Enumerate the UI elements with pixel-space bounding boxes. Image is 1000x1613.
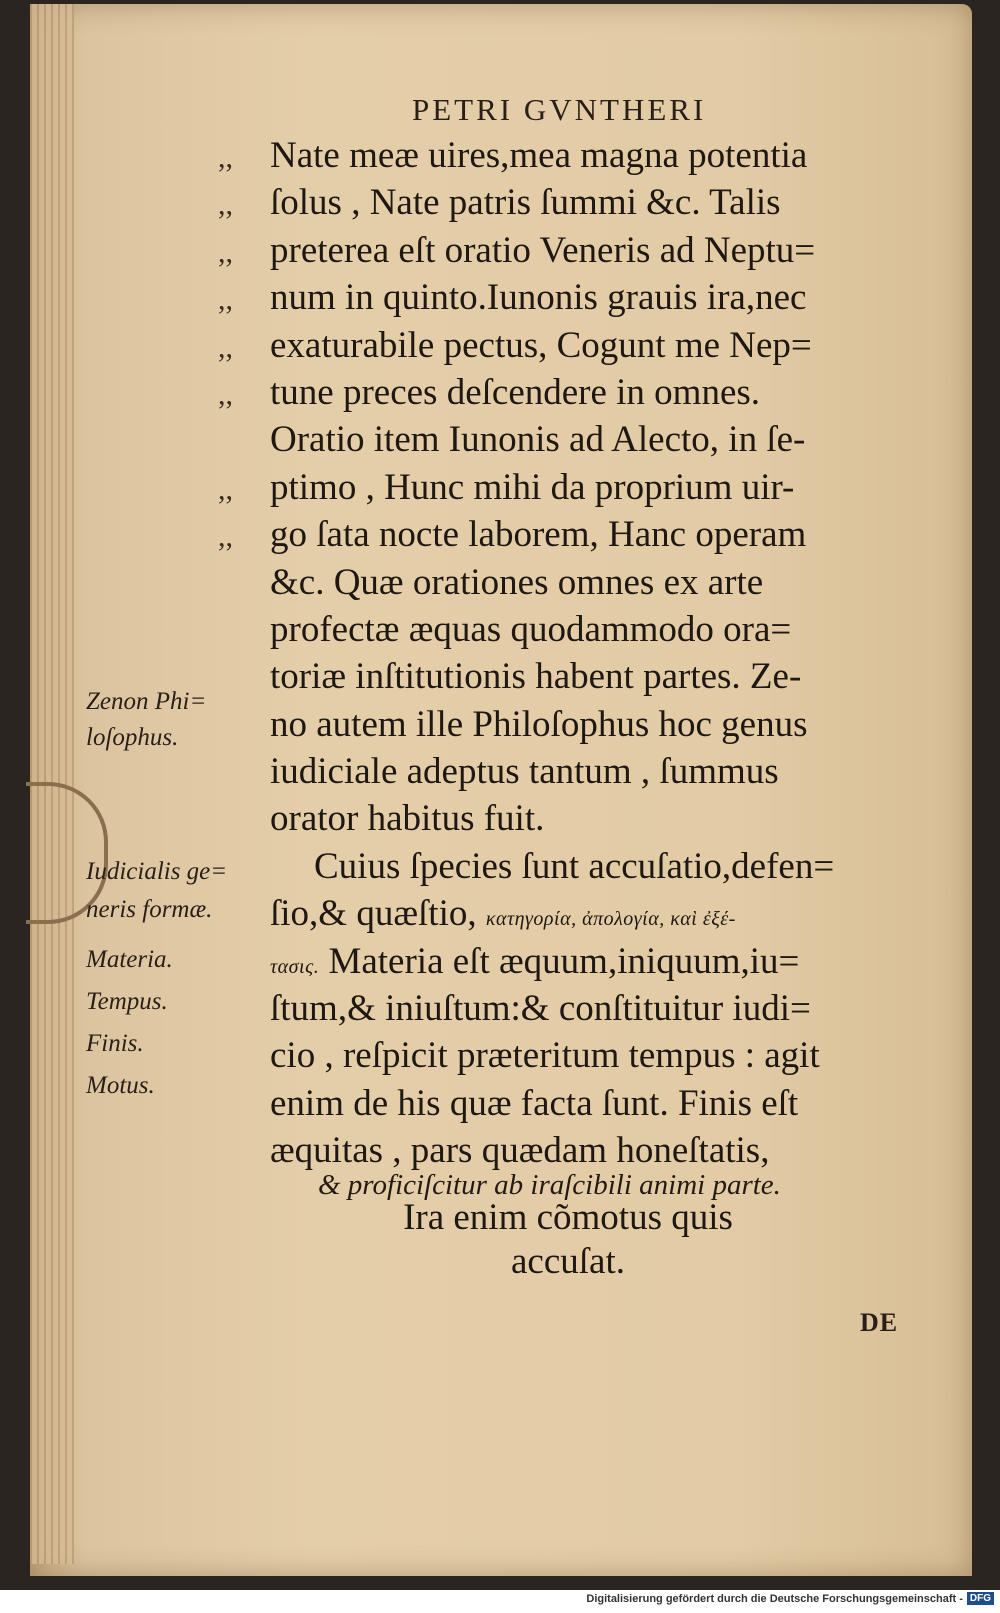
marginal-materia: Materia. [86,946,173,973]
greek-text: κατηγορία, ἀπολογία, καὶ ἐξέ- [485,908,736,931]
line-text: &c. Quæ orationes omnes ex arte [270,561,764,603]
catchword: DE [860,1308,899,1337]
closing-line-2: accuſat. [511,1241,625,1282]
quote-mark: ,, [218,235,233,269]
line-text: toriæ inſtitutionis habent partes. Ze- [270,656,802,698]
text-line [218,179,938,226]
quote-mark: ,, [218,472,233,506]
text-line [218,559,938,606]
text-line [218,322,938,369]
text-line [218,795,938,842]
marginal-tempus: Tempus. [86,988,168,1015]
text-line [218,890,938,937]
quote-mark: ,, [218,188,233,222]
line-text: ſolus , Nate patris ſummi &c. Talis [270,182,781,224]
text-line [218,1080,938,1127]
text-line [218,511,938,558]
quote-mark: ,, [218,330,233,364]
italic-line: & proficiſcitur ab iraſcibili animi parte. [318,1169,781,1201]
body-text [218,132,938,1175]
quote-mark: ,, [218,283,233,317]
line-text: ſio,& quæſtio, [270,893,477,935]
line-text: æquitas , pars quædam honeſtatis, [270,1130,770,1172]
marginal-iudicialis-1: Iudicialis ge= [86,858,228,885]
text-line [218,748,938,795]
text-line [218,938,938,985]
line-text: Materia eſt æquum,iniquum,iu= [328,940,800,982]
line-text: Oratio item Iunonis ad Alecto, in ſe- [270,419,806,461]
line-text: iudiciale adeptus tantum , ſummus [270,751,779,793]
text-line [218,606,938,653]
line-text: Nate meæ uires,mea magna potentia [270,135,808,176]
line-text: enim de his quæ facta ſunt. Finis eſt [270,1082,799,1124]
quote-mark: ,, [218,377,233,411]
closing-line-1: Ira enim cõmotus quis [403,1197,733,1238]
quote-mark: ,, [218,520,233,554]
line-text: profectæ æquas quodammodo ora= [270,608,792,650]
text-line [218,227,938,274]
marginal-finis: Finis. [86,1030,144,1057]
line-text: go ſata nocte laborem, Hanc operam [270,514,807,556]
marginal-zenon-1: Zenon Phi= [86,688,207,715]
quote-mark: ,, [218,141,233,174]
line-text: Cuius ſpecies ſunt accuſatio,defen= [314,845,835,887]
text-line [218,1127,938,1174]
text-line [218,1032,938,1079]
text-line [218,701,938,748]
text-line [218,416,938,463]
text-line [218,843,938,890]
line-text: cio , reſpicit præteritum tempus : agit [270,1035,820,1077]
line-text: exaturabile pectus, Cogunt me Nep= [270,324,812,366]
text-line [218,369,938,416]
line-text: preterea eſt oratio Veneris ad Neptu= [270,229,816,271]
text-line [218,653,938,700]
line-text: tune preces deſcendere in omnes. [270,371,761,413]
marginal-zenon-2: loſophus. [86,724,179,751]
text-line [218,985,938,1032]
text-line [218,464,938,511]
line-text: ptimo , Hunc mihi da proprium uir- [270,466,795,508]
line-text: orator habitus fuit. [270,798,545,840]
footer-text: Digitalisierung gefördert durch die Deutsche Forschungsgemeinschaft - [586,1592,963,1605]
text-line [218,132,938,179]
marginal-motus: Motus. [86,1072,155,1099]
line-text: no autem ille Philoſophus hoc genus [270,703,808,745]
marginal-iudicialis-2: neris formæ. [86,896,213,923]
greek-text: τασις. [270,955,320,978]
dfg-logo: DFG [967,1592,994,1605]
line-text: num in quinto.Iunonis grauis ira,nec [270,277,807,319]
text-line [218,274,938,321]
line-text: ſtum,& iniuſtum:& conſtituitur iudi= [270,988,811,1030]
running-head: PETRI GVNTHERI [412,92,707,127]
footer [0,1592,1000,1613]
